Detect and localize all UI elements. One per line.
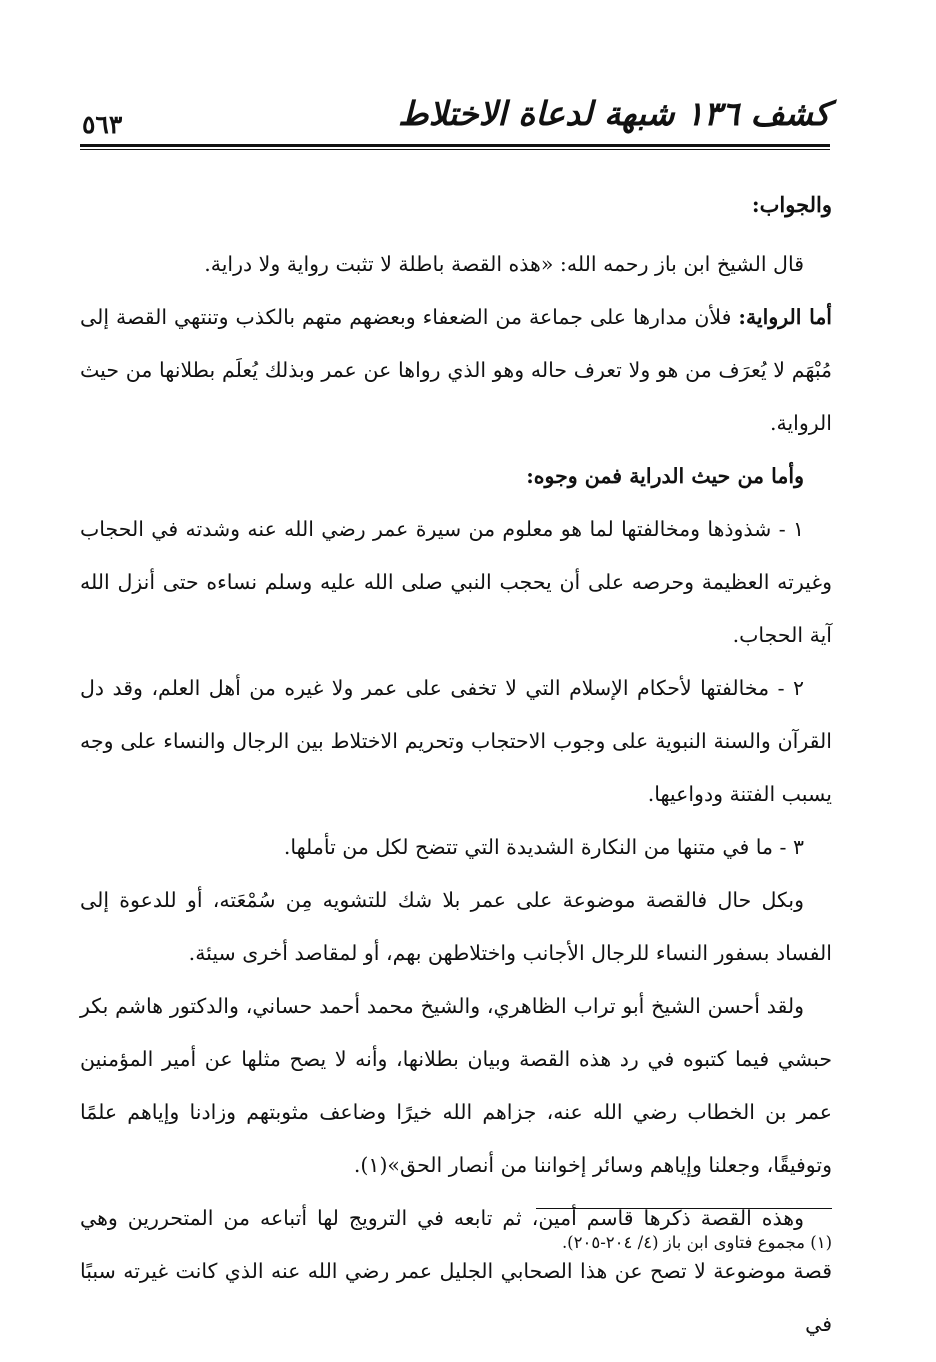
page-number: ٥٦٣	[82, 110, 123, 139]
diraya-heading: وأما من حيث الدراية فمن وجوه:	[526, 464, 804, 488]
header-rule-thin	[80, 149, 830, 150]
point-3: ٣ - ما في متنها من النكارة الشديدة التي تتضح لكل من تأملها.	[283, 835, 804, 859]
paragraph-scholars: ولقد أحسن الشيخ أبو تراب الظاهري، والشيخ محمد أحمد حساني، والدكتور هاشم بكر حبشي فيما كتبوه في رد هذه القصة وبيان بطلانها، وأنه لا يصح مثلها عن أمير المؤمنين عمر بن الخطاب رضي الله عنه، جزاهم الله خيرًا وضاعف مثوبتهم وزادنا وإياهم علمًا وتوفيقًا، وجعلنا وإياهم وسائر إخواننا من أنصار الحق»(١).	[80, 994, 832, 1177]
answer-heading: والجواب:	[751, 192, 832, 217]
footnote: (١) مجموع فتاوى ابن باز (٤/ ٢٠٤-٢٠٥).	[561, 1233, 832, 1252]
body-text	[80, 188, 832, 1351]
footnote-rule	[536, 1208, 832, 1209]
page-header	[80, 88, 830, 148]
book-title: كشف ١٣٦ شبهة لدعاة الاختلاط	[398, 94, 830, 133]
paragraph-riwaya	[80, 291, 832, 450]
header-rule	[80, 144, 830, 147]
paragraph-ibn-baz-quote: قال الشيخ ابن باز رحمه الله: «هذه القصة باطلة لا تثبت رواية ولا دراية.	[204, 252, 804, 276]
point-1: ١ - شذوذها ومخالفتها لما هو معلوم من سيرة عمر رضي الله عنه وشدته في الحجاب وغيرته العظيمة وحرصه على أن يحجب النبي صلى الله عليه وسلم نساءه حتى أنزل الله آية الحجاب.	[80, 517, 832, 647]
point-2: ٢ - مخالفتها لأحكام الإسلام التي لا تخفى على عمر ولا غيره من أهل العلم، وقد دل القرآن والسنة النبوية على وجوب الاحتجاب وتحريم الاختلاط بين الرجال والنساء على وجه يسبب الفتنة ودواعيها.	[80, 676, 832, 806]
riwaya-lead: أما الرواية:	[738, 305, 832, 329]
paragraph-qasim-amin: وهذه القصة ذكرها قاسم أمين، ثم تابعه في الترويج لها أتباعه من المتحررين وهي قصة موضوعة لا تصح عن هذا الصحابي الجليل عمر رضي الله عنه الذي كانت غيرته سببًا في	[80, 1206, 832, 1336]
riwaya-text: فلأن مدارها على جماعة من الضعفاء وبعضهم متهم بالكذب وتنتهي القصة إلى مُبْهَم لا يُعرَف من هو ولا تعرف حاله وهو الذي رواها عن عمر وبذلك يُعلَم بطلانها من حيث الرواية.	[80, 305, 832, 435]
paragraph-conclusion: وبكل حال فالقصة موضوعة على عمر بلا شك للتشويه مِن سُمْعَته، أو للدعوة إلى الفساد بسفور النساء للرجال الأجانب واختلاطهن بهم، أو لمقاصد أخرى سيئة.	[80, 888, 832, 965]
